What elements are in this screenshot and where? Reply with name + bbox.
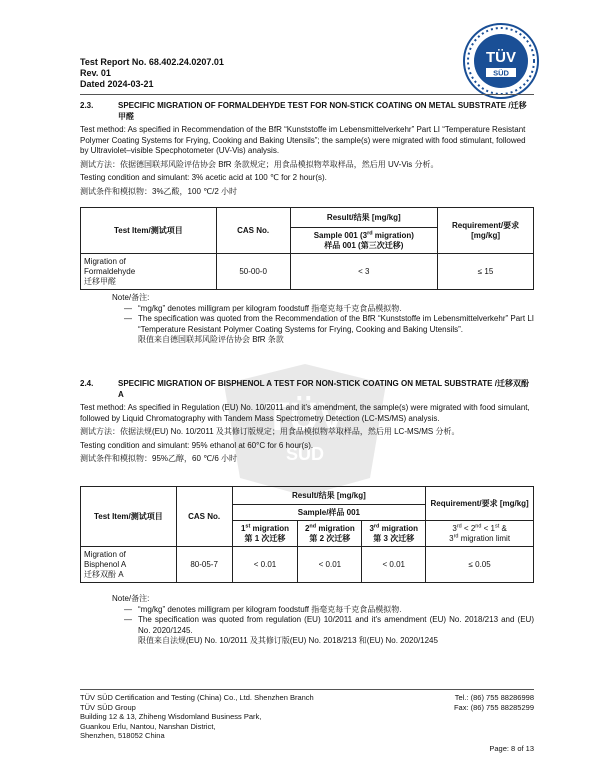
report-number: Test Report No. 68.402.24.0207.01 [80,57,224,67]
section-number: 2.4. [80,379,94,388]
test-method-cn: 测试方法：依据德国联邦风险评估协会 BfR 条款规定；用食品模拟物萃取样品，然后用 UV-Vis 分析。 [80,159,439,169]
cell-test-item: Migration of Bisphenol A 迁移双酚 A [81,547,177,583]
section-2-4 [80,379,534,465]
section-heading: SPECIFIC MIGRATION OF BISPHENOL A TEST FOR NON-STICK COATING ON METAL SUBSTRATE /迁移双酚 A [118,379,529,399]
col-result: Result/结果 [mg/kg] [232,487,426,505]
note-item: — The specification was quoted from the Recommendation of the BfR “Kunststoffe im Lebensmittelverkehr” Part LI “Temperature Resistant Polymer Coating Systems for Frying, Cooking and Baking Utensils”. [124,314,534,334]
col-migration-3: 3rd migration 第 3 次迁移 [362,521,426,547]
table-row [81,547,534,583]
footer-tel: Tel.: (86) 755 88286998 [454,693,534,702]
cell-result: < 3 [290,254,438,290]
col-migration-1: 1st migration 第 1 次迁移 [232,521,298,547]
testing-condition-en: Testing condition and simulant: 95% ethanol at 60°C for 6 hour(s). [80,440,314,450]
testing-condition-cn: 测试条件和模拟物：3%乙酸，100 ℃/2 小时 [80,186,238,196]
cell-result-1: < 0.01 [232,547,298,583]
col-test-item: Test Item/测试项目 [81,208,217,254]
section-number: 2.3. [80,101,94,110]
col-requirement: Requirement/要求 [mg/kg] [438,208,534,254]
col-sample-001: Sample/样品 001 [232,505,426,521]
cell-result-2: < 0.01 [298,547,362,583]
footer-address-line: Building 12 & 13, Zhiheng Wisdomland Business Park, [80,712,262,721]
col-migration-2: 2nd migration 第 2 次迁移 [298,521,362,547]
page-number: Page: 8 of 13 [489,744,534,753]
test-method-en: Test method: As specified in Recommendation of the BfR “Kunststoffe im Lebensmittelverkehr” Part LI “Temperature Resistant Polymer Coating Systems for Frying, Cooking and Baking Utensils”; the sample(s) were migrated with food stimulant, followed by Ultraviolet–visible Specphotometer (UV-Vis) analysis. [80,125,526,155]
cell-cas-no: 50-00-0 [216,254,290,290]
section-2-4-notes [112,594,534,647]
note-item: — The specification was quoted from regulation (EU) 10/2011 and it’s amendment (EU) No. 2018/213 and (EU) No. 2020/1245. [124,615,534,635]
bisphenol-a-results-table [80,486,534,583]
cell-requirement: ≤ 15 [438,254,534,290]
report-date: Dated 2024-03-21 [80,79,154,89]
note-item-cn: 限值来自法规(EU) No. 10/2011 及其修订版(EU) No. 2018/213 和(EU) No. 2020/1245 [138,636,438,645]
testing-condition-cn: 测试条件和模拟物：95%乙醇，60 ℃/6 小时 [80,454,238,463]
col-test-item: Test Item/测试项目 [81,487,177,547]
section-2-3-title [80,101,534,122]
report-revision: Rev. 01 [80,68,111,78]
logo-text: TÜV [486,49,516,66]
logo-subtext: SÜD [493,68,509,78]
footer-company: TÜV SÜD Certification and Testing (China) Co., Ltd. Shenzhen Branch [80,693,314,702]
col-cas-no: CAS No. [216,208,290,254]
note-item: — “mg/kg” denotes milligram per kilogram foodstuff 指毫克每千克食品模拟物. [124,604,402,614]
cell-requirement: ≤ 0.05 [426,547,534,583]
col-requirement: Requirement/要求 [mg/kg] [426,487,534,521]
footer-contact [440,693,534,712]
col-result: Result/结果 [mg/kg] [290,208,438,228]
section-2-3-notes [112,293,534,346]
note-label: Note/备注: [112,594,150,603]
section-2-3 [80,101,534,197]
formaldehyde-results-table [80,207,534,290]
col-cas-no: CAS No. [176,487,232,547]
cell-result-3: < 0.01 [362,547,426,583]
footer-address-line: Shenzhen, 518052 China [80,731,165,740]
footer-fax: Fax: (86) 755 88285299 [453,702,534,712]
header-divider [80,94,534,95]
footer-address-line: Guankou Erlu, Nantou, Nanshan District, [80,721,216,731]
testing-condition-en: Testing condition and simulant: 3% acetic acid at 100 ℃ for 2 hour(s). [80,173,327,182]
watermark-text: TÜV [265,395,345,439]
col-requirement-rule: 3rd < 2nd < 1st & 3rd migration limit [426,521,534,547]
footer-divider [80,689,534,690]
tuv-sud-logo [462,22,540,100]
test-method-en: Test method: As specified in Regulation (EU) No. 10/2011 and it’s amendment, the sample(s) were migrated with food simulant, followed by Liquid Chromatography with Tandem Mass Spectrometry Detection (LC-MS/MS) analysis. [80,403,530,423]
col-sample-001: Sample 001 (3rd migration) 样品 001 (第三次迁移) [290,228,438,254]
note-item-cn: 限值来自德国联邦风险评估协会 BfR 条款 [138,335,284,344]
report-header [80,57,224,90]
note-item: — “mg/kg” denotes milligram per kilogram foodstuff 指毫克每千克食品模拟物. [124,303,402,313]
footer-group: TÜV SÜD Group [80,702,136,712]
table-row [81,254,534,290]
cell-cas-no: 80-05-7 [176,547,232,583]
cell-test-item: Migration of Formaldehyde 迁移甲醛 [81,254,217,290]
section-2-4-title [80,379,534,400]
test-method-cn: 测试方法：依据法规(EU) No. 10/2011 及其修订版规定；用食品模拟物萃取样品，然后用 LC-MS/MS 分析。 [80,427,460,436]
note-label: Note/备注: [112,293,150,302]
watermark-subtext: SÜD [285,444,325,464]
section-heading: SPECIFIC MIGRATION OF FORMALDEHYDE TEST FOR NON-STICK COATING ON METAL SUBSTRATE /迁移甲醛 [118,101,527,121]
footer-address [80,693,314,741]
